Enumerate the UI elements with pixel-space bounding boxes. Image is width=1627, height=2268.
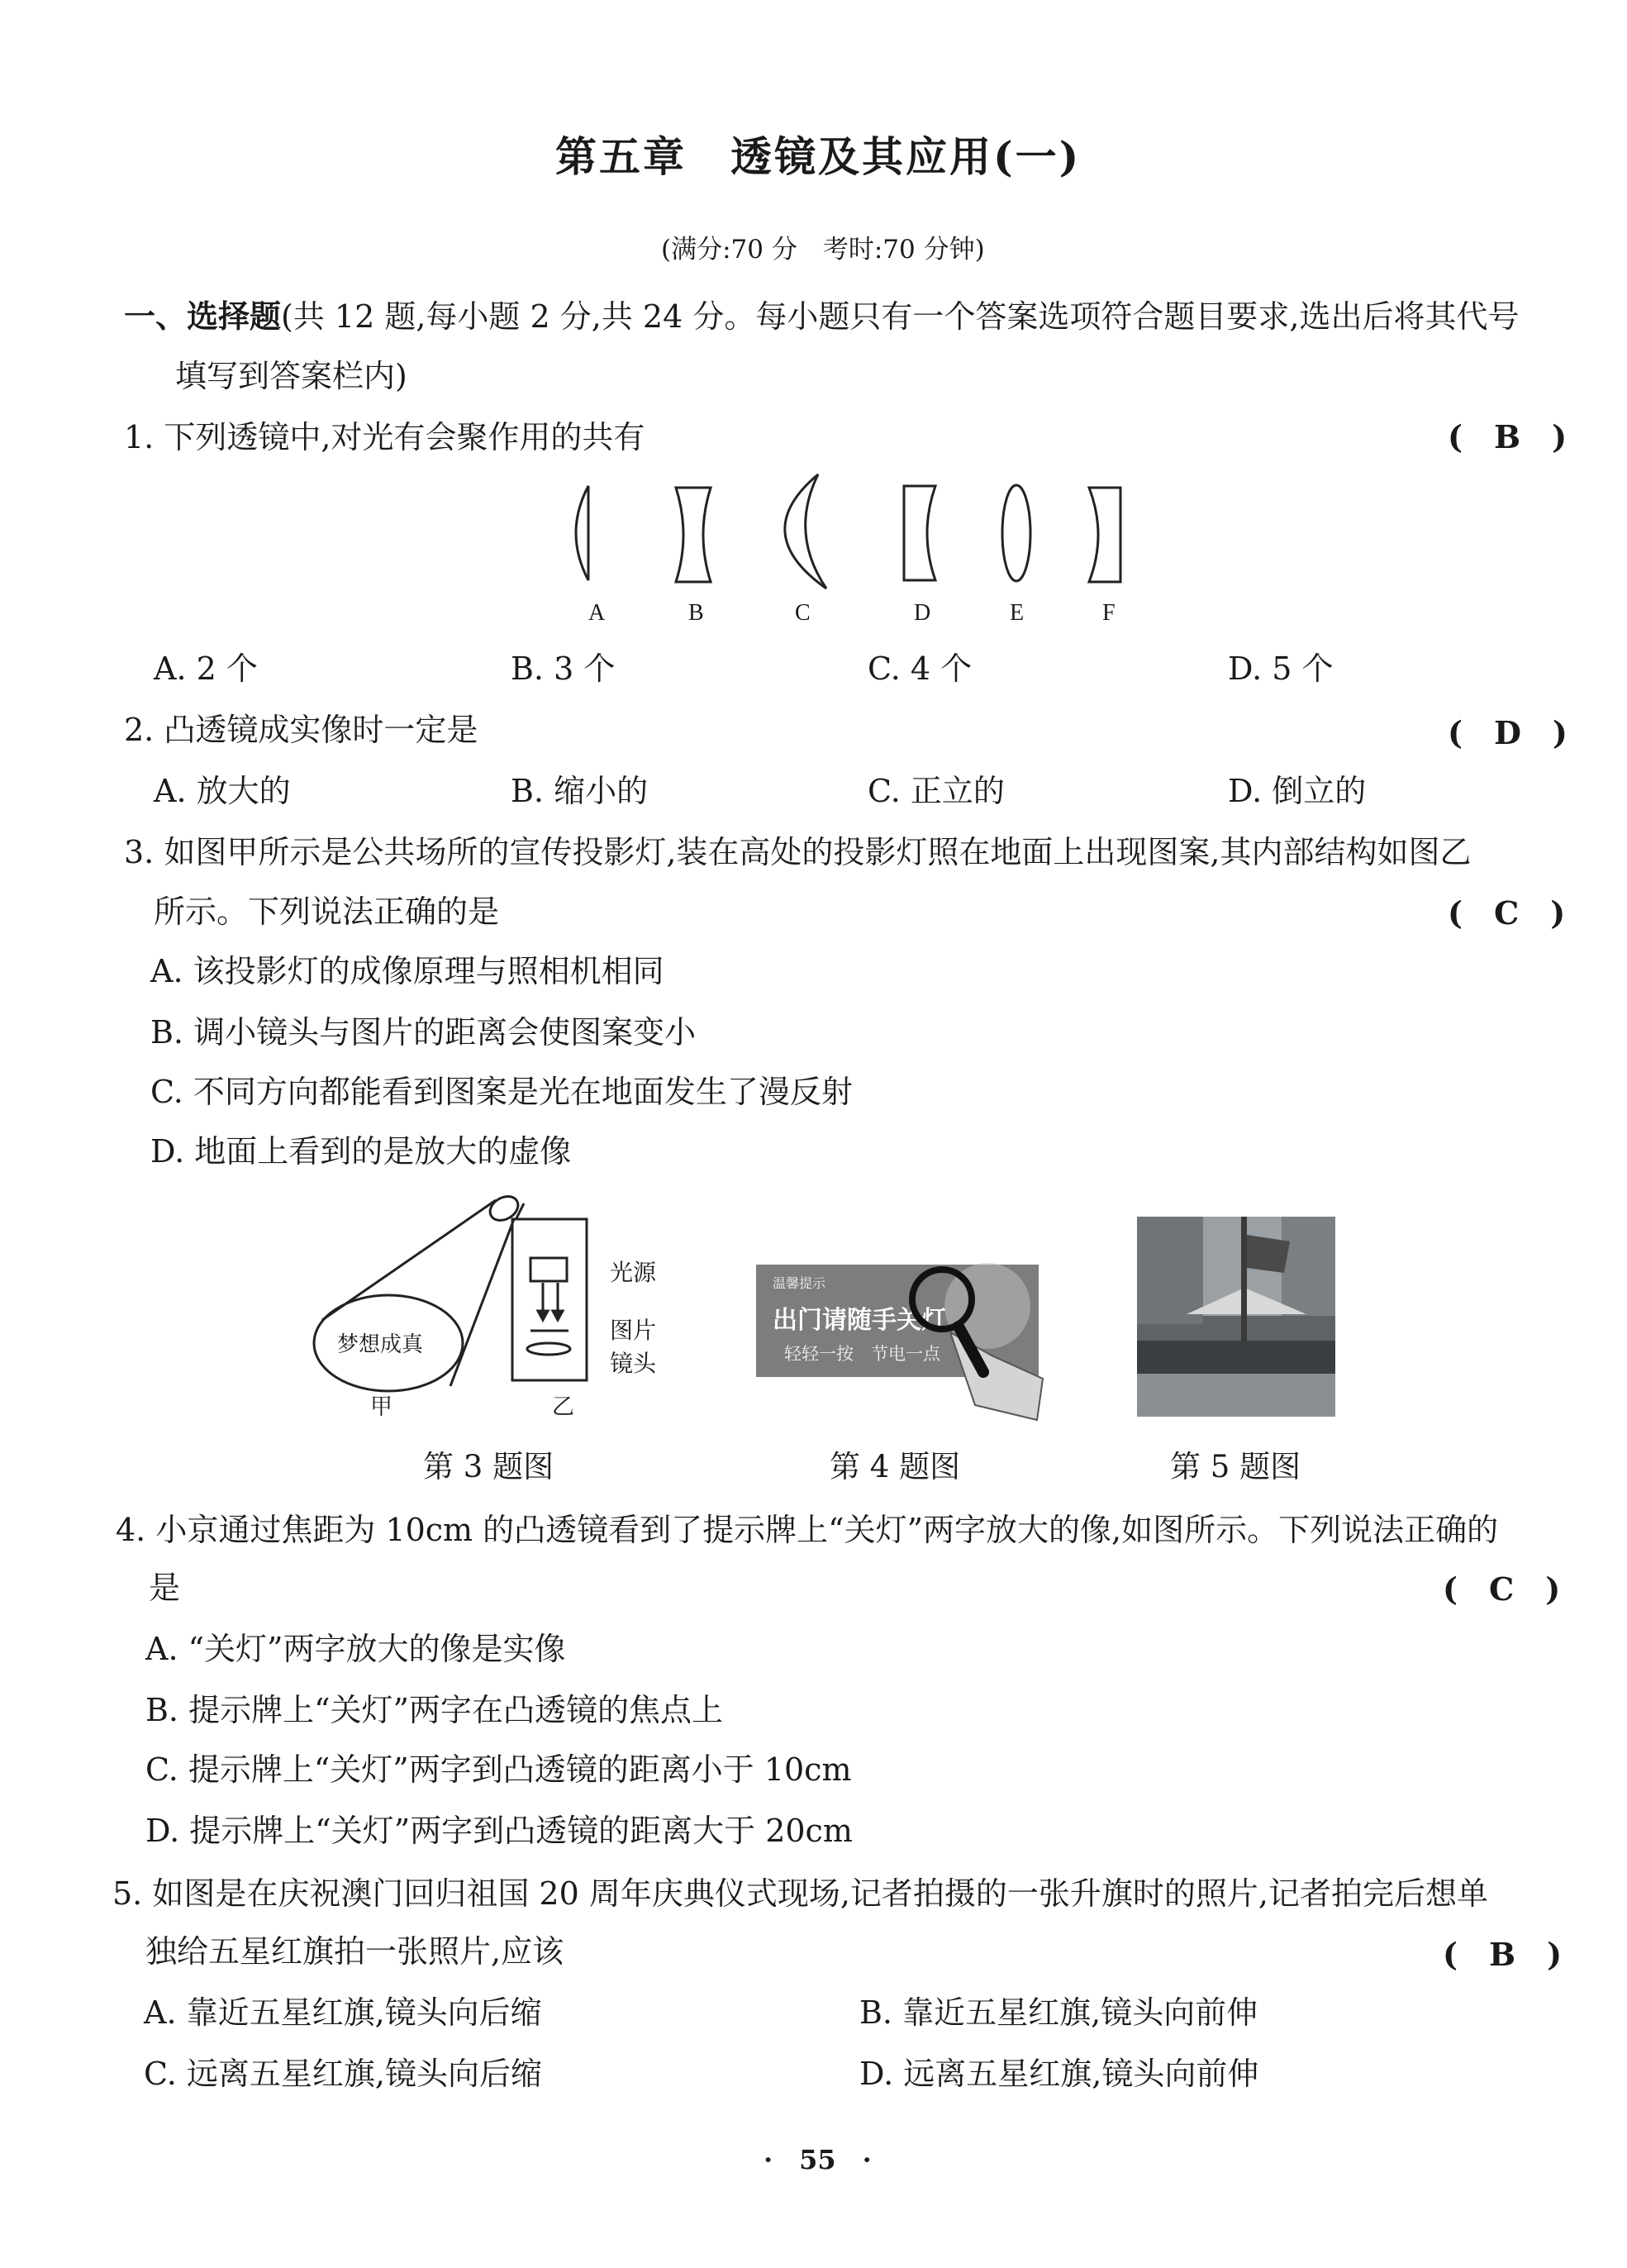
fig4-caption: 第 4 题图 xyxy=(830,1449,961,1484)
page-number: · 55 · xyxy=(764,2144,872,2175)
fig3-label-yi: 乙 xyxy=(552,1394,574,1420)
lens-label-e: E xyxy=(1010,600,1025,626)
lens-label-b: B xyxy=(688,600,704,626)
q3-answer: ( C ) xyxy=(1448,894,1566,932)
q3-option-d: D. 地面上看到的是放大的虚像 xyxy=(150,1133,572,1170)
fig3-ellipse-text: 梦想成真 xyxy=(337,1332,424,1357)
fig5-caption: 第 5 题图 xyxy=(1170,1449,1301,1484)
q5-answer: ( B ) xyxy=(1443,1936,1563,1973)
fig3-label-lens: 镜头 xyxy=(610,1350,657,1377)
q2-stem: 2. 凸透镜成实像时一定是 xyxy=(124,712,478,748)
fig3-caption: 第 3 题图 xyxy=(423,1449,554,1484)
q4-option-b: B. 提示牌上“关灯”两字在凸透镜的焦点上 xyxy=(145,1692,723,1728)
lens-label-c: C xyxy=(795,600,811,626)
q5-stem-line1: 5. 如图是在庆祝澳门回归祖国 20 周年庆典仪式现场,记者拍摄的一张升旗时的照片,记者拍完后想单 xyxy=(112,1875,1489,1912)
q4-stem-line2: 是 xyxy=(149,1570,181,1606)
q1-option-d: D. 5 个 xyxy=(1228,650,1334,687)
q3-option-a: A. 该投影灯的成像原理与照相机相同 xyxy=(150,953,664,989)
q5-option-d: D. 远离五星红旗,镜头向前伸 xyxy=(859,2056,1259,2092)
q4-stem-line1: 4. 小京通过焦距为 10cm 的凸透镜看到了提示牌上“关灯”两字放大的像,如图所示。下列说法正确的 xyxy=(116,1512,1499,1548)
q1-option-c: C. 4 个 xyxy=(868,650,973,687)
section-heading: 一、选择题 xyxy=(124,298,282,335)
fig3-label-picture: 图片 xyxy=(610,1317,657,1344)
fig5-photo xyxy=(1137,1217,1335,1417)
q4-option-c: C. 提示牌上“关灯”两字到凸透镜的距离小于 10cm xyxy=(145,1751,852,1788)
q4-answer: ( C ) xyxy=(1443,1570,1561,1608)
q3-stem-line2: 所示。下列说法正确的是 xyxy=(154,893,500,930)
q3-option-b: B. 调小镜头与图片的距离会使图案变小 xyxy=(150,1014,697,1051)
q5-stem-line2: 独给五星红旗拍一张照片,应该 xyxy=(145,1933,564,1970)
exam-meta: (满分:70 分 考时:70 分钟) xyxy=(661,235,985,264)
fig5-photo-art xyxy=(1137,1217,1335,1417)
fig3-label-light-source: 光源 xyxy=(610,1259,657,1286)
q4-option-a: A. “关灯”两字放大的像是实像 xyxy=(145,1631,566,1667)
lens-label-f: F xyxy=(1102,600,1116,626)
q5-option-a: A. 靠近五星红旗,镜头向后缩 xyxy=(144,1994,542,2031)
q2-answer: ( D ) xyxy=(1448,714,1568,751)
fig4-sign-small: 温馨提示 xyxy=(773,1275,826,1291)
q3-option-c: C. 不同方向都能看到图案是光在地面发生了漫反射 xyxy=(150,1074,853,1110)
q2-option-b: B. 缩小的 xyxy=(511,773,649,809)
q5-option-b: B. 靠近五星红旗,镜头向前伸 xyxy=(859,1994,1258,2031)
q2-option-c: C. 正立的 xyxy=(868,773,1005,809)
page-title: 第五章 透镜及其应用(一) xyxy=(555,132,1082,181)
q1-answer: ( B ) xyxy=(1448,418,1568,455)
q1-stem: 1. 下列透镜中,对光有会聚作用的共有 xyxy=(124,419,645,455)
q3-stem-line1: 3. 如图甲所示是公共场所的宣传投影灯,装在高处的投影灯照在地面上出现图案,其内部结构如图乙 xyxy=(124,834,1472,870)
q1-option-a: A. 2 个 xyxy=(154,650,258,687)
fig3-label-jia: 甲 xyxy=(370,1394,392,1420)
lens-label-a: A xyxy=(588,600,606,626)
fig4-sign-big: 出门请随手关灯 xyxy=(773,1306,946,1335)
q5-option-c: C. 远离五星红旗,镜头向后缩 xyxy=(144,2056,542,2092)
q1-option-b: B. 3 个 xyxy=(511,650,616,687)
fig4-sign-sub: 轻轻一按 节电一点 xyxy=(784,1344,940,1364)
q4-option-d: D. 提示牌上“关灯”两字到凸透镜的距离大于 20cm xyxy=(145,1813,853,1849)
q2-option-d: D. 倒立的 xyxy=(1228,773,1367,809)
section-instructions: (共 12 题,每小题 2 分,共 24 分。每小题只有一个答案选项符合题目要求,选出后将其代号 xyxy=(281,298,1520,335)
lens-label-d: D xyxy=(914,600,931,626)
section-instructions-cont: 填写到答案栏内) xyxy=(175,358,407,394)
q2-option-a: A. 放大的 xyxy=(154,773,291,809)
